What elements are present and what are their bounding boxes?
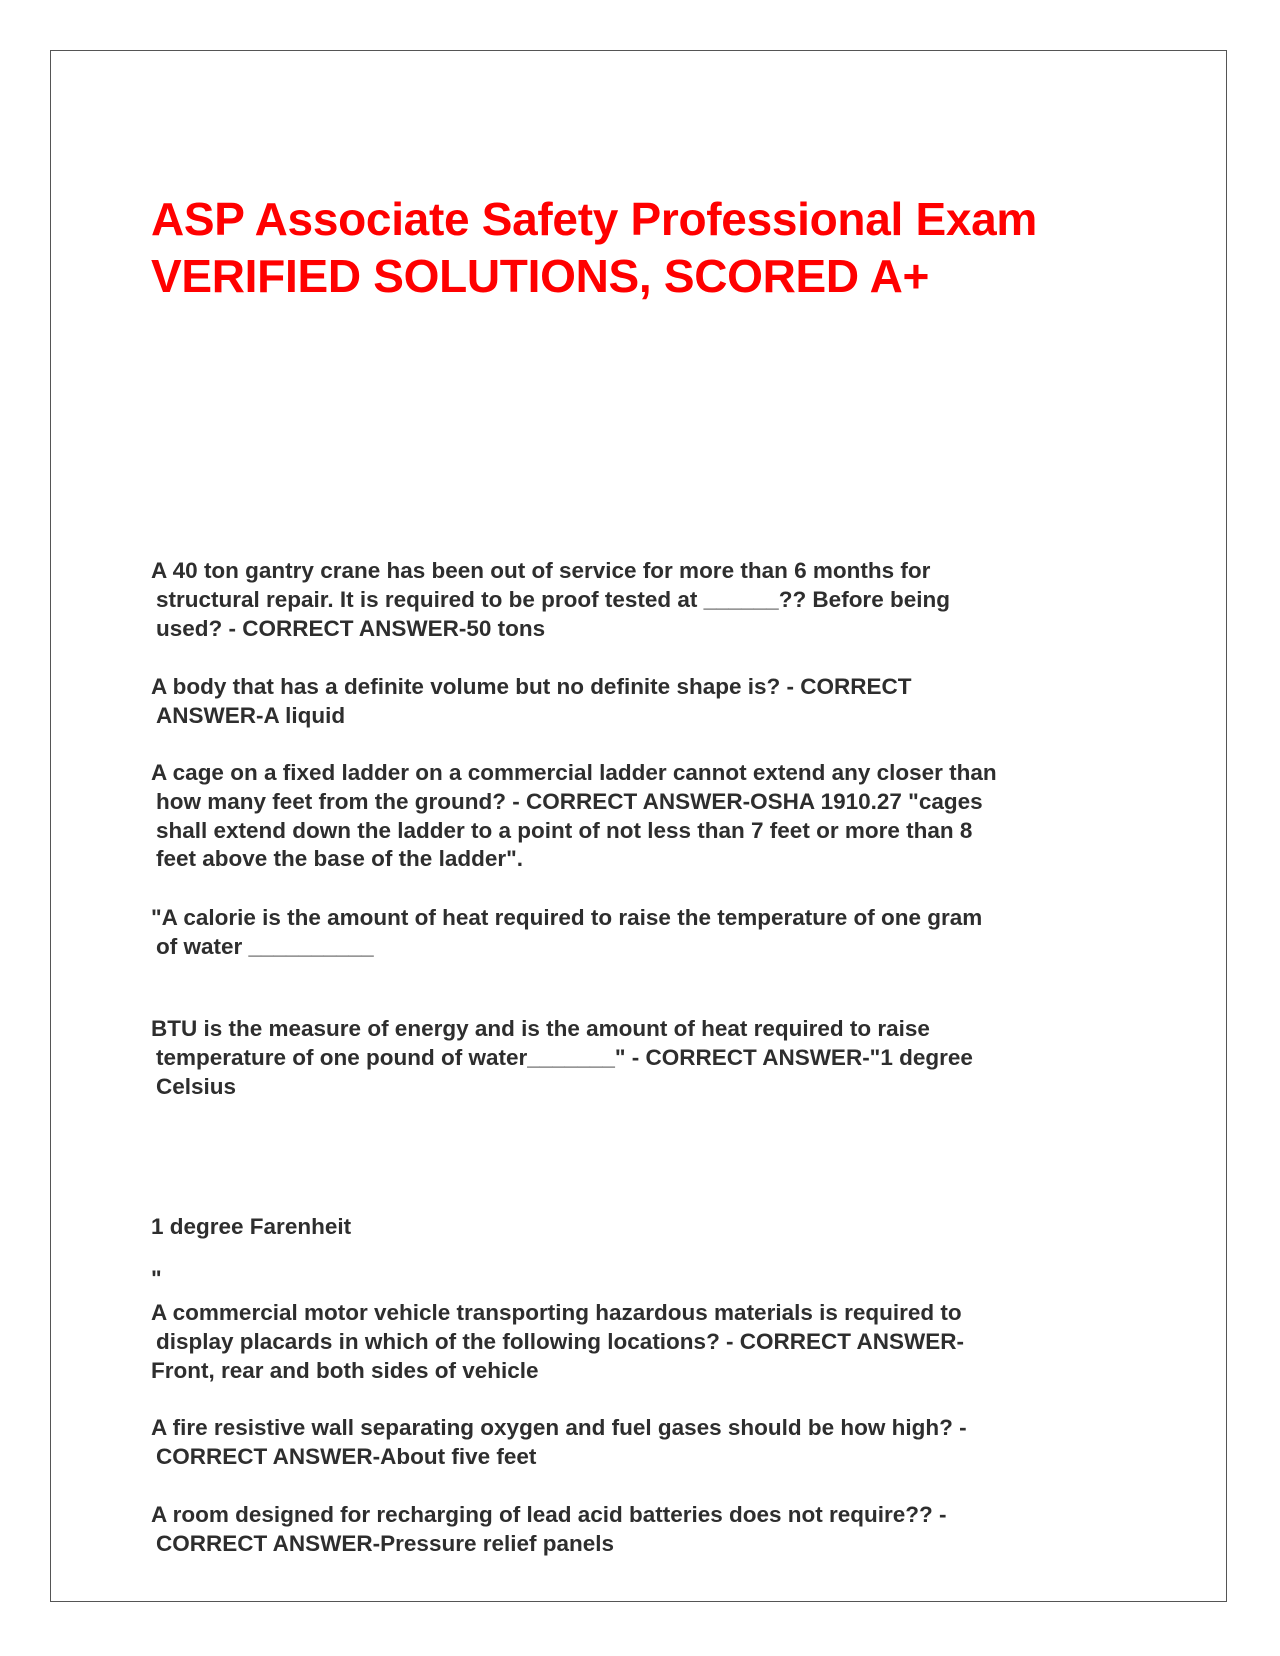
text-line: ANSWER-A liquid — [156, 702, 346, 728]
text-line: feet above the base of the ladder". — [156, 846, 524, 872]
text-line: 1 degree Farenheit — [151, 1214, 352, 1239]
text-line: how many feet from the ground? - CORRECT ANSWER-OSHA 1910.27 "cages — [156, 788, 983, 814]
text-line: shall extend down the ladder to a point of not less than 7 feet or more than 8 — [156, 817, 973, 843]
qa-item-calorie — [151, 904, 982, 962]
qa-item-btu — [151, 1015, 973, 1101]
text-line: CORRECT ANSWER-About five feet — [156, 1443, 537, 1469]
text-line: A 40 ton gantry crane has been out of service for more than 6 months for — [151, 558, 931, 583]
text-line: used? - CORRECT ANSWER-50 tons — [156, 615, 546, 641]
text-line: temperature of one pound of water_______" - CORRECT ANSWER-"1 degree — [156, 1044, 973, 1070]
qa-item-ladder-cage — [151, 759, 997, 874]
text-line: " — [151, 1266, 162, 1291]
text-line: CORRECT ANSWER-Pressure relief panels — [156, 1530, 615, 1556]
text-line: of water __________ — [156, 933, 374, 959]
text-line: "A calorie is the amount of heat required to raise the temperature of one gram — [151, 905, 983, 930]
text-line: Front, rear and both sides of vehicle — [151, 1357, 539, 1383]
title-line-1: ASP Associate Safety Professional Exam — [151, 193, 1038, 245]
qa-item-liquid — [151, 673, 911, 731]
text-line: A cage on a fixed ladder on a commercial ladder cannot extend any closer than — [151, 760, 997, 785]
text-line: structural repair. It is required to be proof tested at ______?? Before being — [156, 586, 950, 612]
qa-item-placards — [151, 1299, 964, 1385]
text-line: display placards in which of the following locations? - CORRECT ANSWER- — [156, 1328, 964, 1354]
qa-item-fire-wall — [151, 1414, 967, 1472]
text-line: A room designed for recharging of lead acid batteries does not require?? - — [151, 1502, 947, 1527]
qa-item-crane — [151, 557, 950, 643]
document-title — [151, 191, 1037, 305]
text-line: Celsius — [156, 1073, 237, 1099]
text-line: A fire resistive wall separating oxygen and fuel gases should be how high? - — [151, 1415, 967, 1440]
qa-item-quote — [151, 1265, 162, 1294]
text-line: A commercial motor vehicle transporting hazardous materials is required to — [151, 1300, 962, 1325]
qa-item-farenheit — [151, 1213, 351, 1242]
text-line: A body that has a definite volume but no definite shape is? - CORRECT — [151, 674, 912, 699]
qa-item-battery-room — [151, 1501, 947, 1559]
text-line: BTU is the measure of energy and is the amount of heat required to raise — [151, 1016, 930, 1041]
title-line-2: VERIFIED SOLUTIONS, SCORED A+ — [151, 250, 930, 302]
